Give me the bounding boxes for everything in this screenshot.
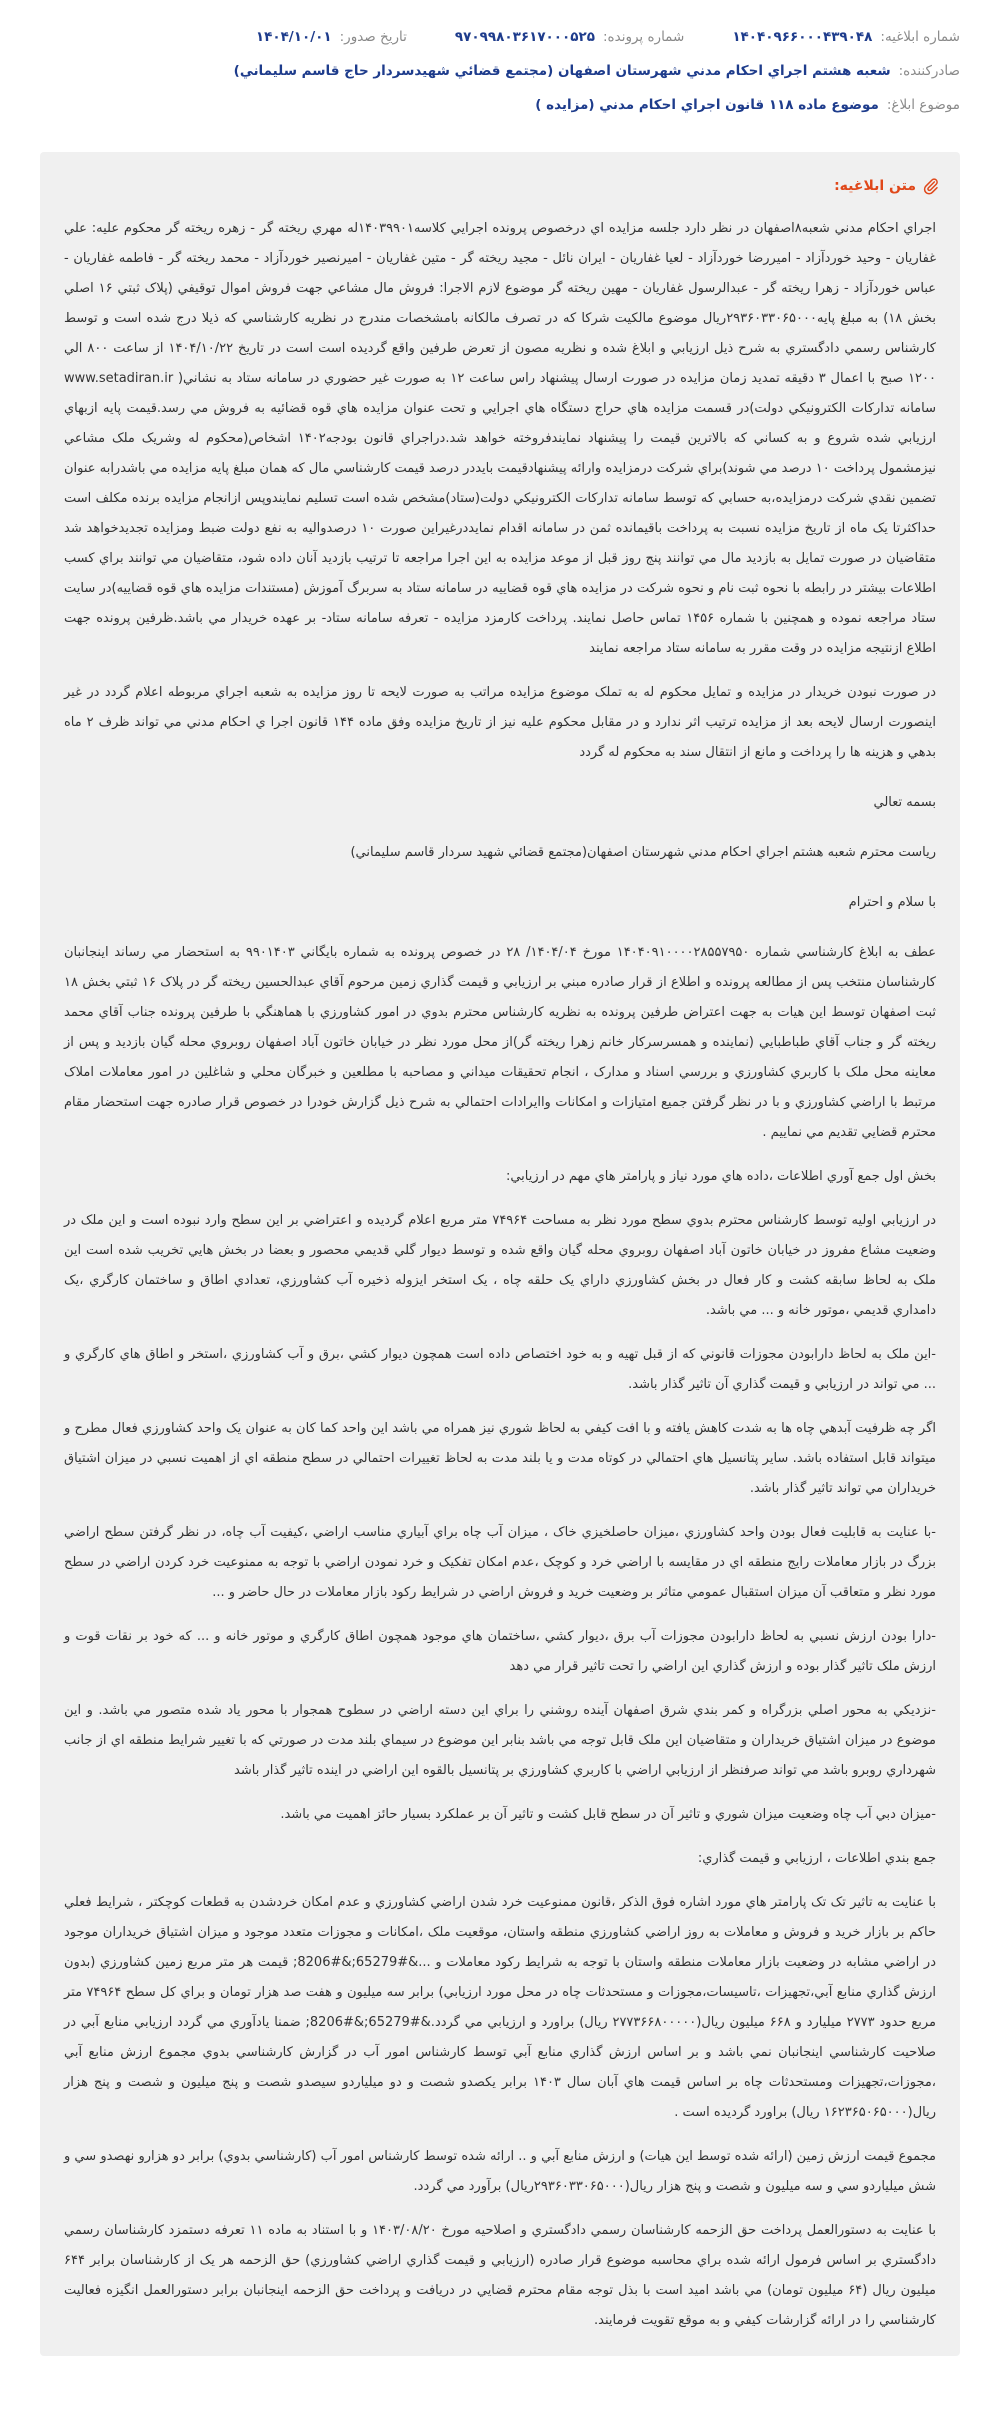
case-number-label: شماره پرونده: [603,29,685,45]
section-heading: بخش اول جمع آوري اطلاعات ،داده هاي مورد نياز و پارامتر هاي مهم در ارزيابي: [505,1169,936,1184]
notice-metadata [0,0,1000,122]
notice-text-box [40,152,960,2356]
notice-paragraph: اجراي احکام مدني شعبه۸اصفهان در نظر دارد جلسه مزايده اي درخصوص پرونده اجرايي کلاسه۱۴۰۳۹۹۰۱له مهري ريخته گر - زهره ريخته گر محکوم عليه: علي غفاريان - وحيد خوردآزاد - اميررضا خوردآزاد - لعيا غفاريان - ايران نائل - مجيد ريخته گر - متين غفاريان - اميرنصير خوردآزاد - محمد ريخته گر - فاطمه غفاريان - عباس خوردآزاد - زهرا ريخته گر - عبدالرسول غفاريان - مهين ريخته گر موضوع لازم الاجرا: فروش مال مشاعي جهت فروش اموال توقيفي (پلاک ثبتي ۱۶ اصلي بخش ۱۸) به مبلغ پايه۲۹۳۶۰۳۳۰۶۵۰۰۰ريال موضوع مالکيت شرکا که در تصرف مالکانه بامشخصات مندرج در نظريه کارشناسي که ذيلا درج شده است و توسط کارشناس رسمي دادگستري به شرح ذيل ارزيابي و ابلاغ شده و نظريه مصون از تعرض طرفين واقع گرديده است است در تاريخ ۱۴۰۴/۱۰/۲۲ از ساعت ۸۰۰ الي ۱۲۰۰ صبح با اعمال ۳ دقيقه تمديد زمان مزايده در صورت ارسال پيشنهاد راس ساعت ۱۲ به صورت غير حضوري در سامانه ستاد به نشاني( www.setadiran.ir سامانه تدارکات الکترونيکي دولت)در قسمت مزايده هاي حراج دستگاه هاي اجرايي و تحت عنوان مزايده هاي قوه قضائيه به فروش مي رسد.قيمت پايه ازبهاي ارزيابي شده شروع و به کساني که بالاترين قيمت را پيشنهاد نمايندفروخته خواهد شد.دراجراي قانون بودجه۱۴۰۲ اشخاص(محکوم له وشريک ملک مشاعي نيزمشمول پرداخت ۱۰ درصد مي شوند)براي شرکت درمزايده وارائه پيشنهادقيمت بايددر درصد قيمت کارشناسي مال که همان مبلغ پايه مزايده مي باشدرابه عنوان تضمين نقدي شرکت درمزايده،به حسابي که توسط سامانه تدارکات الکترونيکي دولت(ستاد)مشخص شده است تسليم نمايندوپس ازانجام مزايده برنده مکلف است حداکثرتا يک ماه از تاريخ مزايده نسبت به پرداخت باقيمانده ثمن در سامانه اقدام نمايددرغيراين صورت ۱۰ درصدواليه به نفع دولت ضبط ومزايده تجديدخواهد شد متقاضيان در صورت تمايل به بازديد مال مي توانند پنج روز قبل از موعد مزايده به اين اجرا مراجعه تا ترتيب بازديد آنان داده شود، متقاضيان مي توانند براي کسب اطلاعات بيشتر در رابطه با نحوه ثبت نام و نحوه شرکت در مزايده هاي قوه قضاييه در سامانه ستاد به سربرگ آموزش (مستندات مزايده هاي قوه قضاييه)در سايت ستاد مراجعه نموده و همچنين با شماره ۱۴۵۶ تماس حاصل نمايند. پرداخت کارمزد مزايده - تعرفه سامانه ستاد- بر عهده خريدار مي باشد.ظرفين پرونده جهت اطلاع ازنتيجه مزايده در وقت مقرر به سامانه ستاد مراجعه نمايند [64,221,937,656]
notice-body [40,200,960,2336]
subject-row [40,88,960,122]
addressee-line: رياست محترم شعبه هشتم اجراي احکام مدني شهرستان اصفهان(مجتمع قضائي شهيد سردار قاسم سليماني) [350,845,936,860]
notice-paragraph: مجموع قيمت ارزش زمين (ارائه شده توسط اين هيات) و ارزش منابع آبي و .. ارائه شده توسط کارشناس امور آب (کارشناسي بدوي) برابر دو هزارو نهصدو سي و شش ميلياردو سي و سه ميليون و شصت و پنج هزار ريال(۲۹۳۶۰۳۳۰۶۵۰۰۰ريال) برآورد مي گردد. [64,2149,936,2194]
notice-paragraph: با عنايت به دستورالعمل پرداخت حق الزحمه کارشناسان رسمي دادگستري و اصلاحيه مورخ ۱۴۰۳/۰۸/۲۰ و با استناد به ماده ۱۱ تعرفه دستمزد کارشناسان رسمي دادگستري بر اساس فرمول ارائه شده براي محاسبه موضوع قرار صادره (ارزيابي و قيمت گذاري اراضي کشاورزي) حق الزحمه هر يک از کارشناسان برابر ۶۴۴ ميليون ريال (۶۴ ميليون تومان) مي باشد اميد است با بذل توجه مقام محترم قضايي در دريافت و پرداخت حق الزحمه اينجانبان برابر دستورالعمل انگيزه فعاليت کارشناسي را در ارائه گزارشات کيفي و به موقع تقويت فرمايند. [64,2223,937,2328]
greeting-line: با سلام و احترام [848,895,936,910]
notice-paragraph: -اين ملک به لحاظ دارابودن مجوزات قانوني که از قبل تهيه و به خود اختصاص داده است همچون ديوار کشي ،برق و آب کشاورزي ،استخر و اطاق هاي کارگري و ... مي تواند در ارزيابي و قيمت گذاري آن تاثير گذار باشد. [64,1347,936,1392]
notice-text-header [40,152,960,200]
subject-label: موضوع ابلاغ: [886,97,960,113]
notice-text-title: متن ابلاغيه: [834,178,916,194]
notice-paragraph: -نزديکي به محور اصلي بزرگراه و کمر بندي شرق اصفهان آينده روشني را براي اين دسته اراضي در سطوح همجوار با محور ياد شده متصور مي باشد. و اين موضوع در ميزان اشتياق خريداران و متقاضيان اين ملک قابل توجه مي باشد بنابر اين موضوع در سيماي بلند مدت در صورتي که با تغيير شرايط منطقه اي از جانب شهرداري روبرو باشد مي تواند صرفنظر از ارزيابي اراضي با کاربري کشاورزي بر پتانسيل بالقوه اين اراضي در اينده تاثير گذار باشد [64,1703,936,1778]
notice-paragraph: در صورت نبودن خريدار در مزايده و تمايل محکوم له به تملک موضوع مزايده مراتب به صورت لايحه تا روز مزايده به شعبه اجراي مربوطه اعلام گردد در غير اينصورت ارسال لايحه بعد از مزايده ترتيب اثر ندارد و در مقابل محکوم عليه نيز از تاريخ مزايده وفق ماده ۱۴۴ قانون اجرا ي احکام مدني مي تواند ظرف ۲ ماه بدهي و هزينه ها را پرداخت و مانع از انتقال سند به محکوم له گردد [64,685,936,760]
issue-date [256,29,407,45]
section-heading: جمع بندي اطلاعات ، ارزيابي و قيمت گذاري: [697,1851,936,1866]
notice-number [732,29,960,45]
notice-paragraph: -ميزان دبي آب چاه وضعيت ميزان شوري و تاثير آن در سطح قابل کشت و تاثير آن بر عملکرد بسيار حائز اهميت مي باشد. [280,1807,936,1822]
notice-paragraph: اگر چه ظرفيت آبدهي چاه ها به شدت کاهش يافته و با افت کيفي به لحاظ شوري نيز همراه مي باشد اين واحد کما کان به عنوان يک واحد کشاورزي فعال مطرح و ميتواند قابل استفاده باشد. ساير پتانسيل هاي احتمالي در کوتاه مدت و يا بلند مدت به لحاظ تغييرات احتمالي در سطح منطقه اي از اهميت نسبي در ميزان اشتياق خريداران مي تواند تاثير گذار باشد. [64,1421,936,1496]
case-number [455,29,684,45]
case-number-value: ۹۷۰۹۹۸۰۳۶۱۷۰۰۰۵۲۵ [454,29,595,45]
notice-id-row [40,20,960,54]
salutation-heading: بسمه تعالي [873,795,936,810]
notice-paragraph: در ارزيابي اوليه توسط کارشناس محترم بدوي سطح مورد نظر به مساحت ۷۴۹۶۴ متر مربع اعلام گرديده و اعتراضي بر اين سطح وارد نبوده است و اين ملک در وضعيت مشاع مفروز در خيابان خاتون آباد اصفهان روبروي محله گيان واقع شده و توسط ديوار گلي قديمي محصور و بعضا در بخش هايي تخريب شده است اين ملک به لحاظ سابقه کشت و کار فعال در بخش کشاورزي داراي يک حلقه چاه ، يک استخر ايزوله ذخيره آب کشاورزي، تعدادي اطاق و ساختمان کارگري ،يک دامداري قديمي ،موتور خانه و ... مي باشد. [64,1213,936,1318]
notice-paragraph: -با عنايت به قابليت فعال بودن واحد کشاورزي ،ميزان حاصلخيزي خاک ، ميزان آب چاه براي آبياري مناسب اراضي ،کيفيت آب چاه، در نظر گرفتن سطح اراضي بزرگ در بازار معاملات رايج منطقه اي در مقايسه با اراضي خرد و کوچک ،عدم امکان تفکيک و خرد نمودن اراضي با توجه به ممنوعيت خرد کردن اراضي در سطح مورد نظر و متعاقب آن ميزان استقبال عمومي متاثر بر وضعيت خريد و فروش اراضي در شرايط رکود بازار معاملات در حال حاضر و ... [64,1525,936,1600]
notice-number-label: شماره ابلاغيه: [880,29,960,45]
notice-paragraph: -دارا بودن ارزش نسبي به لحاظ دارابودن مجوزات آب برق ،ديوار کشي ،ساختمان هاي موجود همچون اطاق کارگري و موتور خانه و ... که خود بر نقات قوت و ارزش ملک تاثير گذار بوده و ارزش گذاري اين اراضي را تحت تاثير قرار مي دهد [64,1629,936,1674]
paperclip-icon [922,177,940,195]
notice-paragraph: با عنايت به تاثير تک تک پارامتر هاي مورد اشاره فوق الذکر ،قانون ممنوعيت خرد شدن اراضي کشاورزي و عدم امکان خردشدن به قطعات کوچکتر ، شرايط فعلي حاکم بر بازار خريد و فروش و معاملات به روز اراضي کشاورزي منطقه واستان، موقعيت ملک ،امکانات و مجوزات متعدد موجود و ميزان اشتياق خريداران موجود در اراضي مشابه در وضعيت بازار معاملات منطقه واستان با توجه به شرايط رکود معاملات و ...&#65279;&#8206; قيمت هر متر مربع زمين کشاورزي (بدون ارزش گذاري منابع آبي،تجهيزات ،تاسيسات،مجوزات و مستحدثات چاه در محل مورد ارزيابي) برابر سه ميليون و هفت صد هزار تومان و براي کل سطح ۷۴۹۶۴ متر مربع حدود ۲۷۷۳ ميليارد و ۶۶۸ ميليون ريال(۲۷۷۳۶۶۸۰۰۰۰۰ ريال) براورد و ارزيابي مي گردد.&#65279;&#8206; ضمنا يادآوري مي گردد ارزيابي منابع آبي در صلاحيت کارشناسي اينجانبان نمي باشد و بر اساس ارزش گذاري منابع آبي توسط کارشناس امور آب در گزارش کارشناسي بدوي مجموع ارزش منابع آبي ،مجوزات،تجهيزات ومستحدثات چاه بر اساس قيمت هاي آبان سال ۱۴۰۳ برابر يکصدو شصت و دو ميلياردو سيصدو شصت و پنج ميليون و شصت و پنج هزار ريال(۱۶۲۳۶۵۰۶۵۰۰۰ ريال) براورد گرديده است . [64,1895,937,2120]
issue-date-label: تاريخ صدور: [339,29,407,45]
issuer-value: شعبه هشتم اجراي احکام مدني شهرستان اصفهان (مجتمع قضائي شهيدسردار حاج قاسم سليماني) [233,63,891,79]
notice-number-value: ۱۴۰۴۰۹۶۶۰۰۰۴۳۹۰۴۸ [732,29,873,45]
issuer-row [40,54,960,88]
issuer-label: صادرکننده: [898,63,960,79]
notice-paragraph: عطف به ابلاغ کارشناسي شماره ۱۴۰۴۰۹۱۰۰۰۰۲۸۵۵۷۹۵۰ مورخ ۱۴۰۴/۰۴/ ۲۸ در خصوص پرونده به شماره بايگاني ۹۹۰۱۴۰۳ به استحضار مي رساند اينجانبان کارشناسان منتخب پس از مطالعه پرونده و اطلاع از قرار صادره مبني بر ارزيابي و قيمت گذاري زمين مرحوم آقاي عبدالحسين ريخته گر در پلاک ۱۶ ثبتي بخش ۱۸ ثبت اصفهان توسط اين هيات به جهت اعتراض طرفين پرونده به نظريه کارشناس محترم بدوي در امور کشاورزي با هماهنگي با طرفين پرونده جناب آقاي محمد ريخته گر و جناب آقاي طباطبايي (نماينده و همسرسرکار خانم زهرا ريخته گر)از محل مورد نظر در خيابان خاتون آباد اصفهان روبروي محله گيان بازديد و پس از معاينه محل ملک با کاربري کشاورزي و بررسي اسناد و مدارک ، انجام تحقيقات ميداني و مصاحبه با مطلعين و خبرگان محلي و شاغلين در امور معاملات املاک مرتبط با اراضي کشاورزي و با در نظر گرفتن جميع امتيازات و امکانات واايرادات احتمالي به شرح ذيل گزارش خودرا در خصوص قرار صادره جهت استحضار مقام محترم قضايي تقديم مي نماييم . [64,945,936,1140]
subject-value: موضوع ماده ۱۱۸ قانون اجراي احکام مدني (مزايده ) [535,97,879,113]
issue-date-value: ۱۴۰۴/۱۰/۰۱ [255,29,332,45]
